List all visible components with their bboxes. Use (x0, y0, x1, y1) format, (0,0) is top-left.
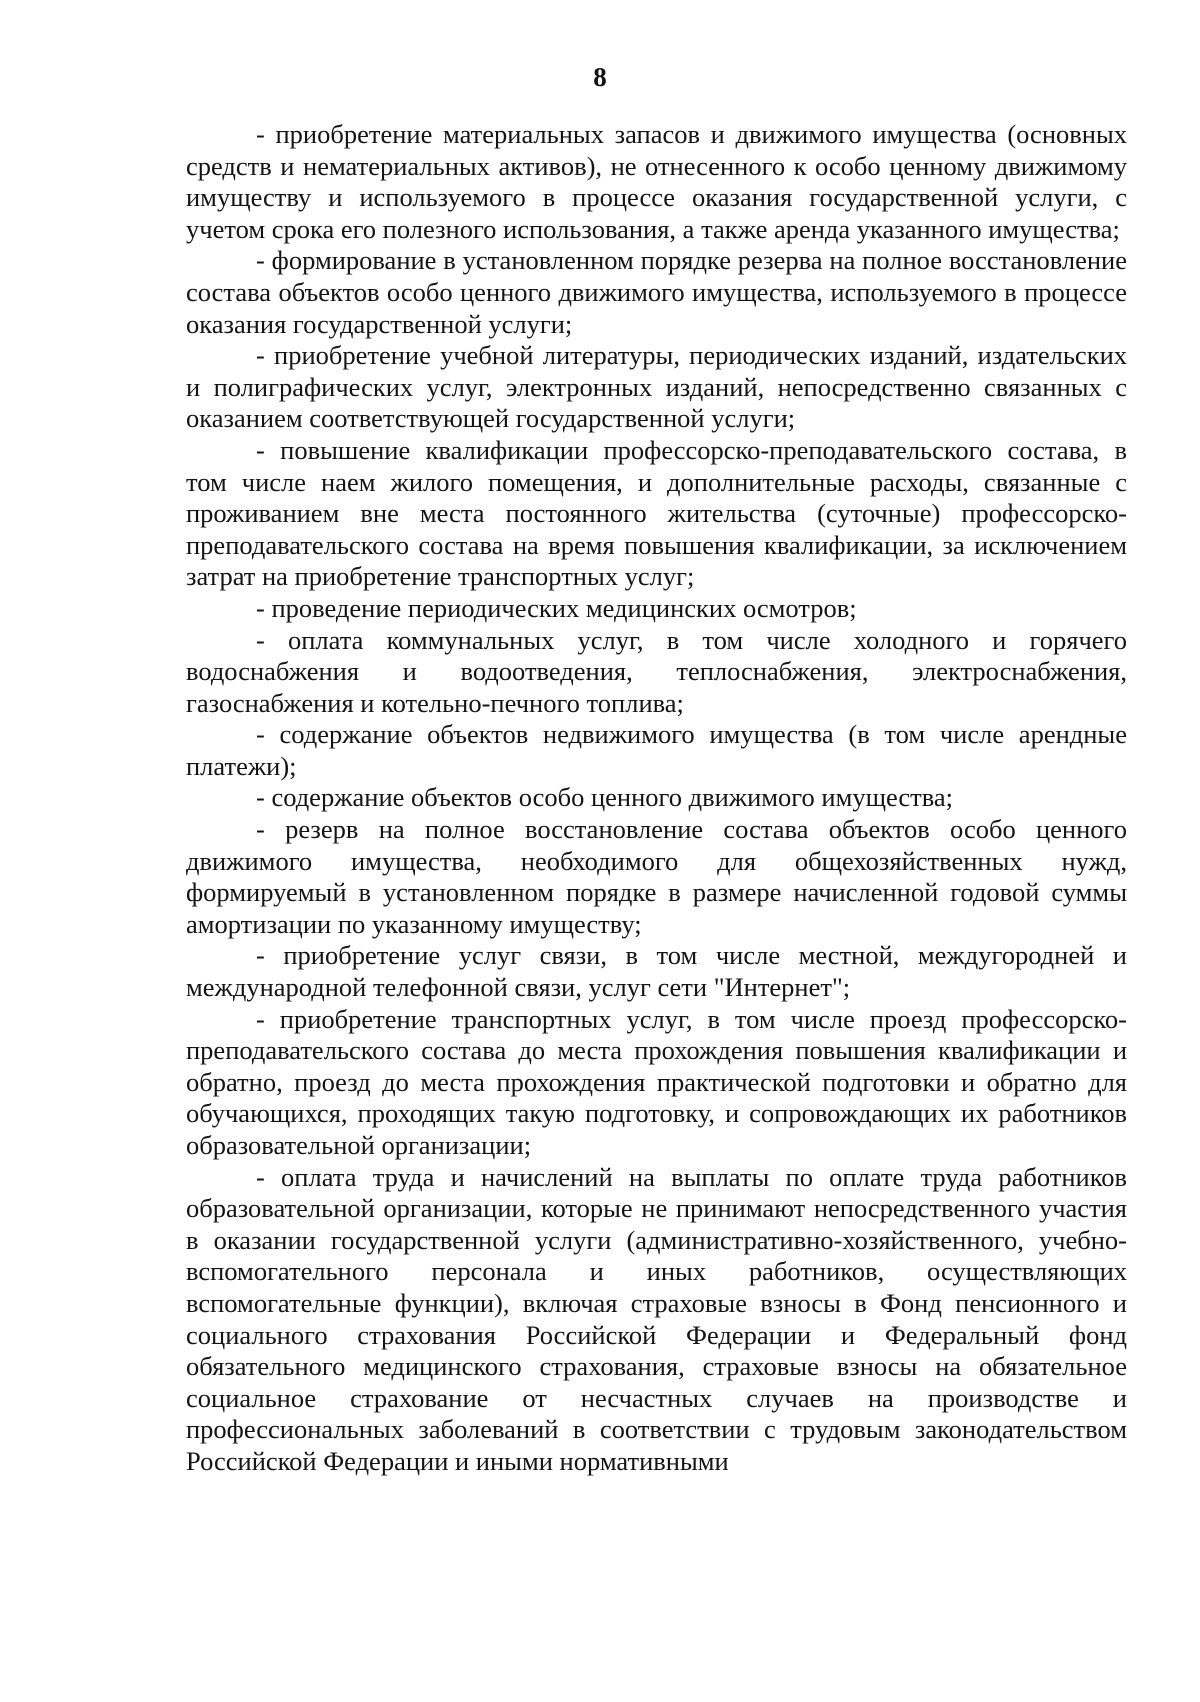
list-item: - приобретение транспортных услуг, в том числе проезд профессорско-преподавательского состава до места прохождения повышения квалификации и обратно, проезд до места прохождения практической подготовки и обратно для обучающихся, проходящих такую подготовку, и сопровождающих их работников образовательной организации; (186, 1003, 1127, 1160)
list-item: - проведение периодических медицинских осмотров; (256, 592, 857, 623)
list-item: - формирование в установленном порядке резерва на полное восстановление состава объектов особо ценного движимого имущества, используемого в процессе оказания государственной услуги; (186, 245, 1127, 339)
list-item: - резерв на полное восстановление состава объектов особо ценного движимого имущества, необходимого для общехозяйственных нужд, формируемый в установленном порядке в размере начисленной годовой суммы амортизации по указанному имуществу; (186, 814, 1127, 939)
list-item: - содержание объектов особо ценного движимого имущества; (256, 782, 954, 813)
list-item: - приобретение услуг связи, в том числе местной, междугородней и международной телефонной связи, услуг сети "Интернет"; (186, 940, 1127, 1003)
list-item: - повышение квалификации профессорско-преподавательского состава, в том числе наем жилого помещения, и дополнительные расходы, связанные с проживанием вне места постоянного жительства (суточные) профессорско-преподавательского состава на время повышения квалификации, за исключением затрат на приобретение транспортных услуг; (186, 434, 1127, 592)
list-item: - содержание объектов недвижимого имущества (в том числе арендные платежи); (186, 719, 1127, 781)
list-item: - приобретение учебной литературы, периодических изданий, издательских и полиграфических услуг, электронных изданий, непосредственно связанных с оказанием соответствующей государственной услуги; (186, 340, 1127, 434)
list-item: - приобретение материальных запасов и движимого имущества (основных средств и нематериальных активов), не отнесенного к особо ценному движимому имуществу и используемого в процессе оказания государственной услуги, с учетом срока его полезного использования, а также аренда указанного имущества; (186, 119, 1127, 244)
document-body (186, 119, 1127, 1478)
list-item: - оплата труда и начислений на выплаты по оплате труда работников образовательной организации, которые не принимают непосредственного участия в оказании государственной услуги (административно-хозяйственного, учебно-вспомогательного персонала и иных работников, осуществляющих вспомогательные функции), включая страховые взносы в Фонд пенсионного и социального страхования Российской Федерации и Федеральный фонд обязательного медицинского страхования, страховые взносы на обязательное социальное страхование от несчастных случаев на производстве и профессиональных заболеваний в соответствии с трудовым законодательством Российской Федерации и иными нормативными (186, 1161, 1127, 1476)
page-number: 8 (593, 62, 607, 92)
list-item: - оплата коммунальных услуг, в том числе холодного и горячего водоснабжения и водоотведения, теплоснабжения, электроснабжения, газоснабжения и котельно-печного топлива; (186, 624, 1127, 718)
